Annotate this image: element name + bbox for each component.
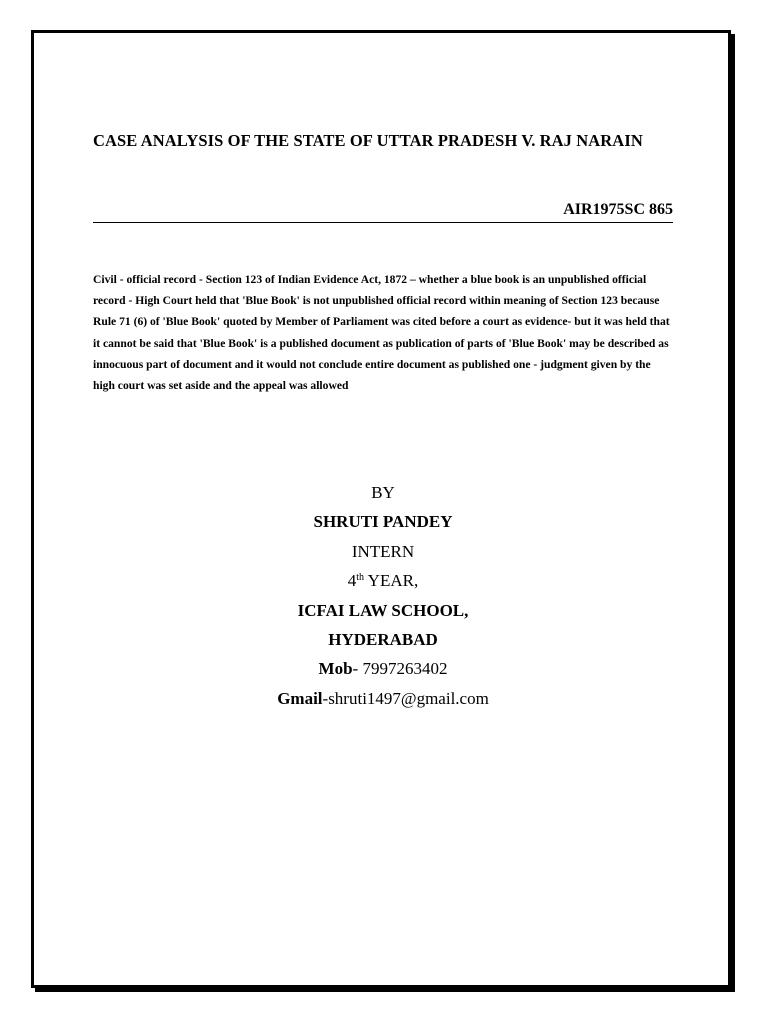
mobile-line [93,654,673,683]
email-line [93,684,673,713]
institution-name: ICFAI LAW SCHOOL, [297,600,469,620]
author-year [93,566,673,595]
year-suffix: th [356,572,365,584]
case-citation: AIR1975SC 865 [93,199,673,223]
author-name: SHRUTI PANDEY [313,512,453,532]
case-headnote: Civil - official record - Section 123 of Indian Evidence Act, 1872 – whether a blue book is an unpublished official record - High Court held that 'Blue Book' is not unpublished official record within meaning of Section 123 because Rule 71 (6) of 'Blue Book' quoted by Member of Parliament was cited before a court as evidence- but it was held that it cannot be said that 'Blue Book' is a published document as publication of parts of 'Blue Book' may be described as innocuous part of document and it would not conclude entire document as published one - judgment given by the high court was set aside and the appeal was allowed [93,273,670,393]
email-label: Gmail [277,688,323,708]
by-label: BY [371,483,395,502]
email-address: -shruti1497@gmail.com [322,688,489,708]
document-title: CASE ANALYSIS OF THE STATE OF UTTAR PRADESH V. RAJ NARAIN [93,131,643,150]
year-number: 4 [347,571,357,591]
mobile-label: Mob [318,659,353,679]
mobile-number: - 7997263402 [352,659,448,679]
author-role: INTERN [351,541,415,561]
year-text: YEAR, [364,571,419,591]
author-block [93,478,673,713]
institution-city: HYDERABAD [328,629,438,649]
